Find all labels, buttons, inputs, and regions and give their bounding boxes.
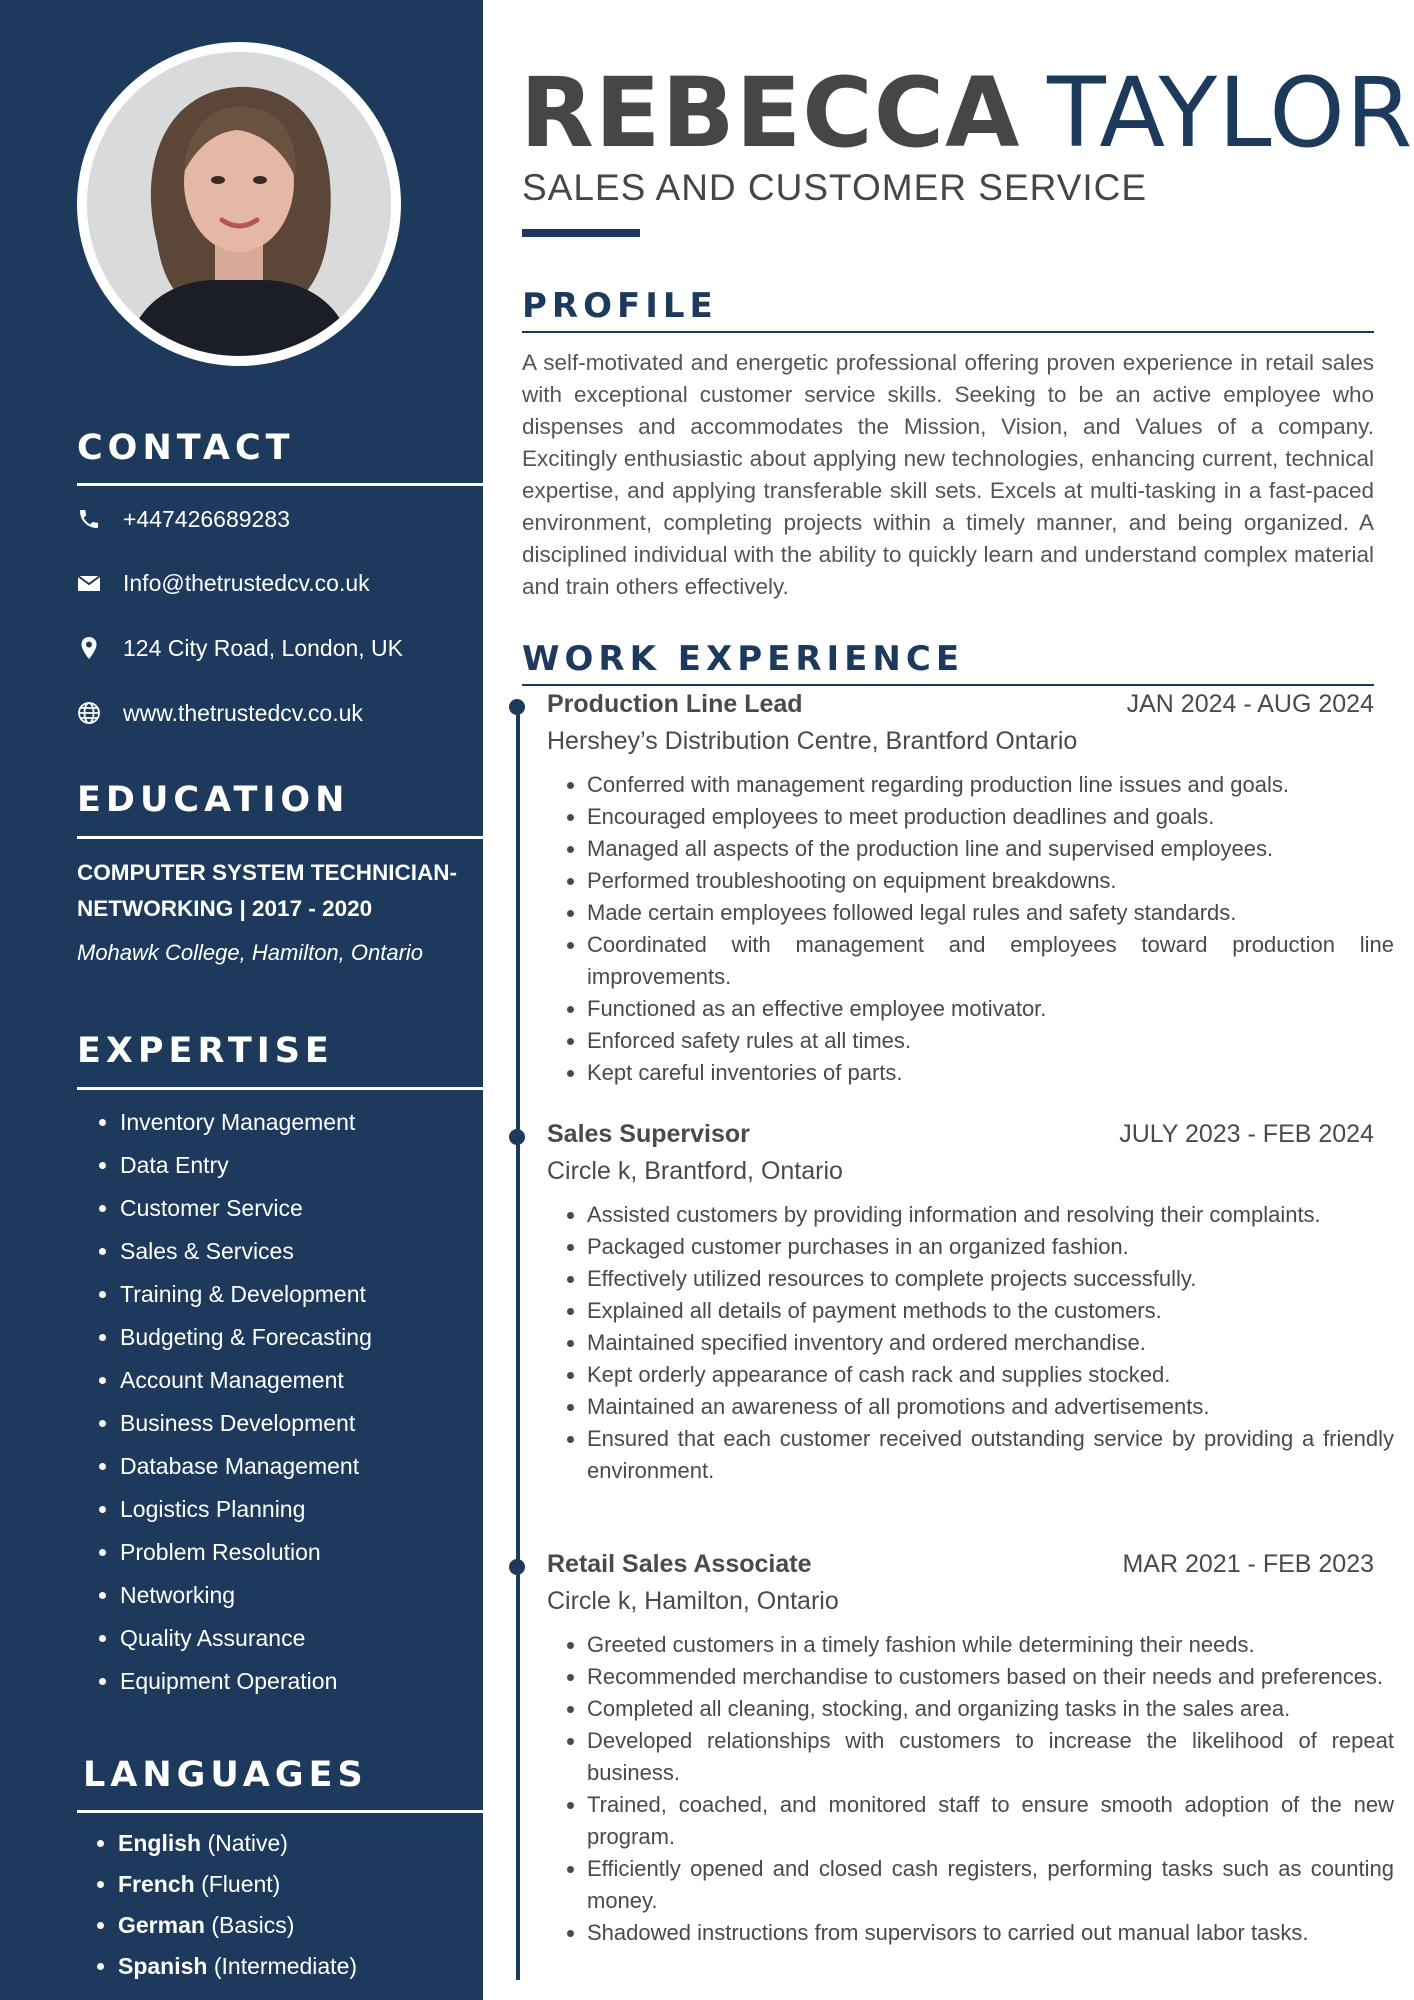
- job-company: Circle k, Brantford, Ontario: [547, 1157, 843, 1185]
- globe-icon: [77, 701, 101, 725]
- job-duty: • Conferred with management regarding production line issues and goals.: [587, 769, 1394, 801]
- job-duty: • Completed all cleaning, stocking, and organizing tasks in the sales area.: [587, 1693, 1394, 1725]
- job-duty: • Enforced safety rules at all times.: [587, 1025, 1394, 1057]
- languages-divider: [77, 1810, 483, 1813]
- job-company: Hershey’s Distribution Centre, Brantford Ontario: [547, 727, 1078, 755]
- job-title: Production Line Lead: [547, 690, 803, 718]
- experience-timeline: [516, 706, 520, 1980]
- job-duty: • Kept careful inventories of parts.: [587, 1057, 1394, 1089]
- job-dates: JULY 2023 - FEB 2024: [1119, 1120, 1374, 1148]
- expertise-item: • Budgeting & Forecasting: [120, 1316, 372, 1359]
- job-duty: • Performed troubleshooting on equipment breakdowns.: [587, 865, 1394, 897]
- expertise-item: • Database Management: [120, 1445, 372, 1488]
- language-level: (Intermediate): [213, 1953, 358, 1979]
- job-title-subtitle: SALES AND CUSTOMER SERVICE: [522, 167, 1148, 208]
- expertise-list: [90, 1101, 372, 1703]
- job-duty: • Managed all aspects of the production line and supervised employees.: [587, 833, 1394, 865]
- language-name: German: [118, 1912, 205, 1938]
- phone-icon: [77, 507, 101, 531]
- languages-list: [88, 1823, 357, 1987]
- job-duty: • Efficiently opened and closed cash registers, performing tasks such as counting money.: [587, 1853, 1394, 1917]
- expertise-item: • Business Development: [120, 1402, 372, 1445]
- candidate-name: [520, 58, 1414, 169]
- expertise-item: • Inventory Management: [120, 1101, 372, 1144]
- expertise-item: • Equipment Operation: [120, 1660, 372, 1703]
- job-duty: • Assisted customers by providing information and resolving their complaints.: [587, 1199, 1394, 1231]
- education-school: Mohawk College, Hamilton, Ontario: [77, 940, 424, 965]
- job-duty: • Encouraged employees to meet production deadlines and goals.: [587, 801, 1394, 833]
- job-duty: • Made certain employees followed legal rules and safety standards.: [587, 897, 1394, 929]
- job-duty: • Packaged customer purchases in an organized fashion.: [587, 1231, 1394, 1263]
- language-item: [118, 1946, 357, 1987]
- expertise-item: • Problem Resolution: [120, 1531, 372, 1574]
- expertise-item: • Logistics Planning: [120, 1488, 372, 1531]
- job-dates: JAN 2024 - AUG 2024: [1126, 690, 1374, 718]
- contact-heading: CONTACT: [77, 428, 295, 468]
- education-degree: COMPUTER SYSTEM TECHNICIAN-NETWORKING | 2017 - 2020: [77, 860, 458, 921]
- contact-address: [77, 628, 403, 668]
- job-duty: • Recommended merchandise to customers based on their needs and preferences.: [587, 1661, 1394, 1693]
- profile-summary: A self-motivated and energetic professional offering proven experience in retail sales with exceptional customer service skills. Seeking to be an active employee who dispenses and accommodates the Mission, Vision, and Values of a company. Excitingly enthusiastic about applying new technologies, enhancing current, technical expertise, and applying transferable skill sets. Excels at multi-tasking in a fast-paced environment, completing projects within a timely manner, and being organized. A disciplined individual with the ability to quickly learn and understand complex material and train others effectively.: [522, 350, 1374, 599]
- job-duty: • Developed relationships with customers to increase the likelihood of repeat business.: [587, 1725, 1394, 1789]
- contact-divider: [77, 483, 483, 486]
- contact-website: [77, 693, 363, 733]
- profile-heading: PROFILE: [522, 286, 718, 326]
- job-duty: • Maintained specified inventory and ordered merchandise.: [587, 1327, 1394, 1359]
- street-address: 124 City Road, London, UK: [123, 634, 404, 661]
- job-duty: • Explained all details of payment methods to the customers.: [587, 1295, 1394, 1327]
- expertise-item: • Customer Service: [120, 1187, 372, 1230]
- expertise-divider: [77, 1087, 483, 1090]
- profile-photo: [77, 42, 401, 366]
- job-duty: • Shadowed instructions from supervisors to carried out manual labor tasks.: [587, 1917, 1394, 1949]
- contact-email: [77, 563, 370, 603]
- contact-phone: [77, 499, 290, 539]
- title-accent-bar: [522, 229, 640, 237]
- job-duty: • Kept orderly appearance of cash rack and supplies stocked.: [587, 1359, 1394, 1391]
- location-pin-icon: [77, 636, 101, 660]
- language-name: Spanish: [118, 1953, 208, 1979]
- education-divider: [77, 836, 483, 839]
- sidebar: [0, 0, 483, 2000]
- timeline-dot: [509, 1559, 525, 1575]
- job-duty: • Trained, coached, and monitored staff to ensure smooth adoption of the new program.: [587, 1789, 1394, 1853]
- expertise-heading: EXPERTISE: [77, 1031, 334, 1071]
- phone-number[interactable]: +447426689283: [123, 505, 290, 532]
- email-address[interactable]: Info@thetrustedcv.co.uk: [123, 569, 370, 596]
- language-name: French: [118, 1871, 195, 1897]
- mail-icon: [77, 571, 101, 595]
- job-duty: • Coordinated with management and employees toward production line improvements.: [587, 929, 1394, 993]
- job-duties: [567, 1199, 1394, 1487]
- first-name: REBECCA: [520, 57, 1021, 169]
- job-dates: MAR 2021 - FEB 2023: [1122, 1550, 1374, 1578]
- experience-divider: [522, 684, 1374, 686]
- job-duty: • Greeted customers in a timely fashion while determining their needs.: [587, 1629, 1394, 1661]
- language-name: English: [118, 1830, 202, 1856]
- education-heading: EDUCATION: [77, 780, 350, 820]
- job-duties: [567, 769, 1394, 1089]
- language-level: (Native): [207, 1830, 288, 1856]
- job-duty: • Ensured that each customer received outstanding service by providing a friendly environment.: [587, 1423, 1394, 1487]
- portrait-image: [87, 52, 391, 356]
- language-level: (Basics): [211, 1912, 295, 1938]
- expertise-item: • Networking: [120, 1574, 372, 1617]
- language-level: (Fluent): [201, 1871, 281, 1897]
- job-company: Circle k, Hamilton, Ontario: [547, 1587, 839, 1615]
- language-item: [118, 1864, 357, 1905]
- job-duty: • Functioned as an effective employee motivator.: [587, 993, 1394, 1025]
- language-item: [118, 1823, 357, 1864]
- expertise-item: • Account Management: [120, 1359, 372, 1402]
- timeline-dot: [509, 699, 525, 715]
- languages-heading: LANGUAGES: [83, 1755, 368, 1795]
- last-name: TAYLOR: [1047, 57, 1414, 169]
- profile-divider: [522, 331, 1374, 333]
- expertise-item: • Quality Assurance: [120, 1617, 372, 1660]
- job-duty: • Effectively utilized resources to complete projects successfully.: [587, 1263, 1394, 1295]
- job-title: Retail Sales Associate: [547, 1550, 812, 1578]
- job-duty: • Maintained an awareness of all promotions and advertisements.: [587, 1391, 1394, 1423]
- expertise-item: • Sales & Services: [120, 1230, 372, 1273]
- job-duties: [567, 1629, 1394, 1949]
- expertise-item: • Training & Development: [120, 1273, 372, 1316]
- experience-heading: WORK EXPERIENCE: [522, 639, 965, 679]
- expertise-item: • Data Entry: [120, 1144, 372, 1187]
- job-title: Sales Supervisor: [547, 1120, 750, 1148]
- timeline-dot: [509, 1129, 525, 1145]
- website-link[interactable]: www.thetrustedcv.co.uk: [123, 699, 363, 726]
- language-item: [118, 1905, 357, 1946]
